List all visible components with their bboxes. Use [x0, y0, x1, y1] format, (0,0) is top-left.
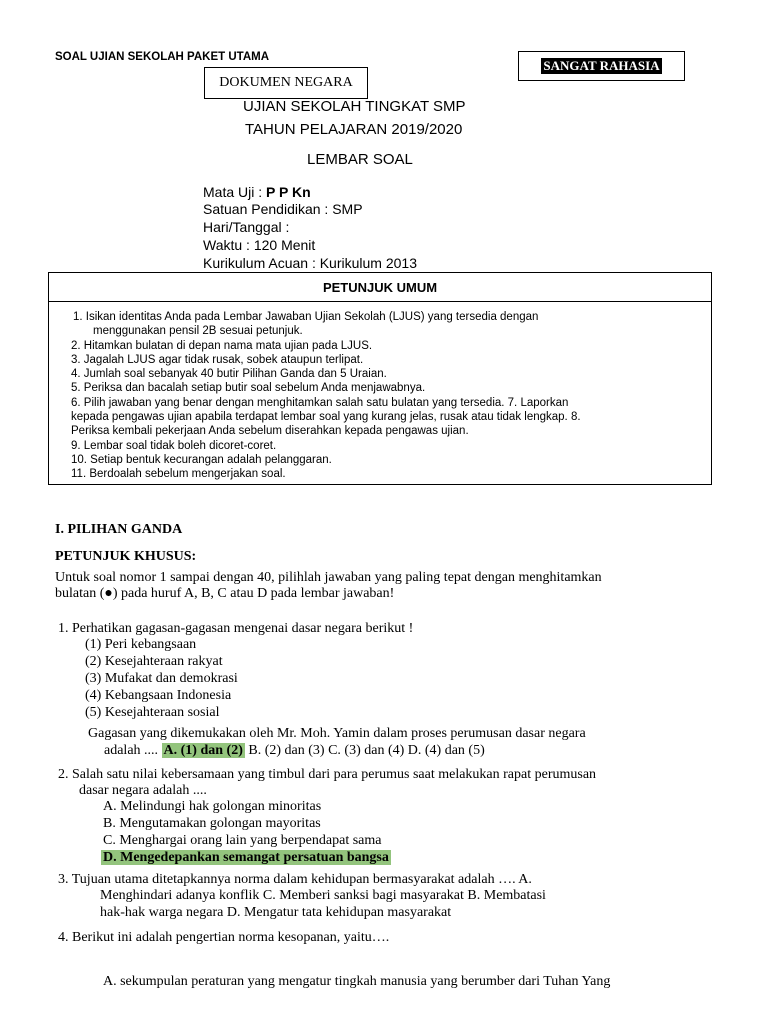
- question-2-option-c: C. Menghargai orang lain yang berpendapat sama: [103, 833, 382, 848]
- mata-uji-label: Mata Uji :: [203, 184, 267, 200]
- question-2-answer-highlight: D. Mengedepankan semangat persatuan bangsa: [103, 850, 389, 865]
- question-1-item: (4) Kebangsaan Indonesia: [85, 688, 232, 703]
- section-heading: I. PILIHAN GANDA: [55, 522, 183, 537]
- question-1-item: (1) Peri kebangsaan: [85, 637, 197, 652]
- petunjuk-line: menggunakan pensil 2B sesuai petunjuk.: [93, 325, 303, 338]
- question-1-item: (2) Kesejahteraan rakyat: [85, 654, 223, 669]
- petunjuk-line: kepada pengawas ujian apabila terdapat lembar soal yang kurang jelas, rusak atau tidak lengkap. 8.: [71, 411, 581, 424]
- mata-uji: [203, 184, 311, 200]
- question-1-options: [104, 743, 485, 759]
- petunjuk-line: 11. Berdoalah sebelum mengerjakan soal.: [71, 468, 286, 481]
- question-2-option-a: A. Melindungi hak golongan minoritas: [103, 799, 322, 814]
- petunjuk-line: 4. Jumlah soal sebanyak 40 butir Pilihan Ganda dan 5 Uraian.: [71, 368, 387, 381]
- question-3-text: hak-hak warga negara D. Mengatur tata kehidupan masyarakat: [100, 905, 452, 920]
- mata-uji-value: P P Kn: [266, 184, 311, 200]
- hari-tanggal: Hari/Tanggal :: [203, 219, 290, 235]
- kurikulum: Kurikulum Acuan : Kurikulum 2013: [203, 255, 417, 271]
- petunjuk-umum-box: [48, 272, 712, 485]
- satuan-pendidikan: Satuan Pendidikan : SMP: [203, 201, 363, 217]
- petunjuk-line: 2. Hitamkan bulatan di depan nama mata ujian pada LJUS.: [71, 339, 373, 352]
- petunjuk-khusus-heading: PETUNJUK KHUSUS:: [55, 549, 197, 564]
- petunjuk-line: 1. Isikan identitas Anda pada Lembar Jawaban Ujian Sekolah (LJUS) yang tersedia dengan: [73, 311, 539, 323]
- petunjuk-umum-title: PETUNJUK UMUM: [322, 279, 438, 295]
- petunjuk-line: 5. Periksa dan bacalah setiap butir soal sebelum Anda menjawabnya.: [71, 382, 426, 395]
- paket-label: SOAL UJIAN SEKOLAH PAKET UTAMA: [55, 51, 270, 63]
- year-title: TAHUN PELAJARAN 2019/2020: [245, 121, 463, 138]
- question-4-option-a: A. sekumpulan peraturan yang mengatur tingkah manusia yang berumber dari Tuhan Yang: [103, 974, 611, 989]
- question-2-option-b: B. Mengutamakan golongan mayoritas: [103, 816, 321, 831]
- exam-title: UJIAN SEKOLAH TINGKAT SMP: [243, 98, 466, 115]
- dokumen-negara-box: [204, 67, 368, 99]
- question-1-prefix: adalah ....: [104, 743, 162, 758]
- question-1-answer-highlight: A. (1) dan (2): [163, 743, 243, 758]
- question-4-stem: 4. Berikut ini adalah pengertian norma kesopanan, yaitu….: [58, 930, 390, 945]
- question-1-stem: 1. Perhatikan gagasan-gagasan mengenai dasar negara berikut !: [58, 621, 414, 636]
- petunjuk-khusus-text: Untuk soal nomor 1 sampai dengan 40, pilihlah jawaban yang paling tepat dengan menghitamkan: [55, 570, 602, 585]
- petunjuk-khusus-text: bulatan (●) pada huruf A, B, C atau D pada lembar jawaban!: [55, 586, 395, 601]
- question-1-text: Gagasan yang dikemukakan oleh Mr. Moh. Yamin dalam proses perumusan dasar negara: [88, 726, 586, 741]
- petunjuk-line: 6. Pilih jawaban yang benar dengan menghitamkan salah satu bulatan yang tersedia. 7. Laporkan: [71, 396, 569, 409]
- question-3-text: 3. Tujuan utama ditetapkannya norma dalam kehidupan bermasyarakat adalah …. A.: [58, 872, 532, 887]
- petunjuk-line: 10. Setiap bentuk kecurangan adalah pelanggaran.: [71, 453, 332, 466]
- question-1-other-options: B. (2) dan (3) C. (3) dan (4) D. (4) dan (5): [244, 743, 485, 758]
- waktu: Waktu : 120 Menit: [203, 237, 316, 253]
- dokumen-negara-label: DOKUMEN NEGARA: [219, 75, 353, 90]
- question-2-stem: 2. Salah satu nilai kebersamaan yang timbul dari para perumus saat melakukan rapat perumusan: [58, 767, 597, 782]
- sangat-rahasia-box: [518, 51, 685, 81]
- petunjuk-line: 3. Jagalah LJUS agar tidak rusak, sobek ataupun terlipat.: [71, 353, 364, 366]
- question-2-stem: dasar negara adalah ....: [79, 783, 207, 798]
- question-2-option-d: [101, 850, 391, 866]
- question-1-item: (5) Kesejahteraan sosial: [85, 705, 220, 720]
- sangat-rahasia-label: SANGAT RAHASIA: [543, 58, 660, 73]
- petunjuk-line: Periksa kembali pekerjaan Anda sebelum diserahkan kepada pengawas ujian.: [71, 425, 469, 438]
- question-3-text: Menghindari adanya konflik C. Memberi sanksi bagi masyarakat B. Membatasi: [100, 888, 546, 903]
- petunjuk-line: 9. Lembar soal tidak boleh dicoret-coret.: [71, 439, 277, 452]
- sheet-title: LEMBAR SOAL: [307, 151, 413, 168]
- question-1-item: (3) Mufakat dan demokrasi: [85, 671, 238, 686]
